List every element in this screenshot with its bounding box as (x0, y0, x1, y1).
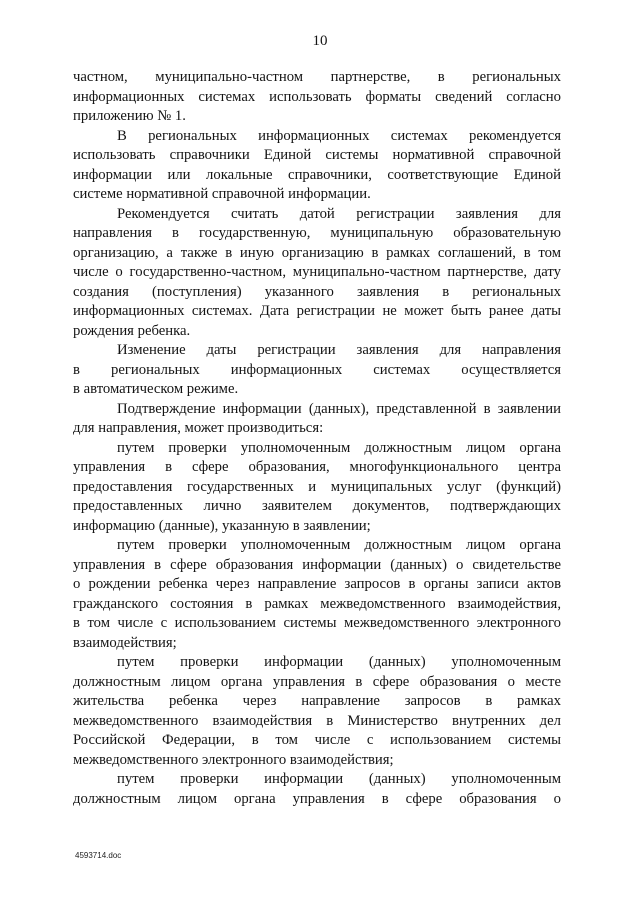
text-line: для направления, может производиться: (73, 420, 324, 436)
text-line: должностным лицом органа управления в сфере образования о месте (73, 673, 561, 690)
text-line: путем проверки информации (данных) уполномоченным (117, 771, 561, 787)
text-line: управления в сфере образования информации (данных) о свидетельстве (73, 556, 561, 573)
text-line: В региональных информационных системах рекомендуется (117, 127, 561, 144)
text-line: информационных системах использовать форматы сведений согласно (73, 88, 561, 105)
text-line: путем проверки уполномоченным должностным лицом органа (117, 537, 561, 553)
paragraph (73, 653, 561, 770)
text-line: гражданского состояния в рамках межведомственного взаимодействия, (73, 595, 561, 612)
paragraph (73, 400, 561, 439)
text-line: межведомственного электронного взаимодействия; (73, 751, 394, 768)
text-line: путем проверки информации (данных) уполномоченным (117, 654, 561, 670)
text-line: в том числе с использованием системы межведомственного электронного (73, 615, 561, 631)
text-line: управления в сфере образования, многофункционального центра (73, 459, 561, 475)
paragraph (73, 439, 561, 537)
page-number: 10 (312, 33, 328, 49)
text-line: направления в государственную, муниципальную образовательную (73, 225, 561, 241)
text-line: Подтверждение информации (данных), представленной в заявлении (117, 400, 561, 417)
text-line: создания (поступления) указанного заявления в региональных (73, 283, 561, 300)
footer-filename: 4593714.doc (75, 851, 122, 860)
text-line: приложению № 1. (73, 108, 186, 124)
text-line: межведомственного взаимодействия в Министерство внутренних дел (73, 712, 561, 729)
text-line: Российской Федерации, в том числе с использованием системы (73, 732, 561, 748)
text-line: использовать справочники Единой системы нормативной справочной (73, 147, 561, 163)
text-line: путем проверки уполномоченным должностным лицом органа (117, 439, 561, 456)
paragraph (73, 341, 561, 400)
text-line: предоставленных лично заявителем документов, подтверждающих (73, 498, 561, 514)
text-line: частном, муниципально-частном партнерстве, в региональных (73, 69, 561, 85)
body-text (73, 68, 561, 809)
text-line: системе нормативной справочной информации. (73, 186, 371, 202)
paragraph (73, 68, 561, 127)
paragraph (73, 770, 561, 809)
text-line: организацию, а также в иную организацию в рамках соглашений, в том (73, 244, 561, 261)
text-line: Рекомендуется считать датой регистрации заявления для (117, 205, 561, 222)
text-line: о рождении ребенка через направление запросов в органы записи актов (73, 576, 561, 592)
paragraph (73, 205, 561, 342)
text-line: рождения ребенка. (73, 322, 191, 339)
text-line: Изменение даты регистрации заявления для направления (117, 342, 561, 358)
text-line: предоставления государственных и муниципальных услуг (функций) (73, 478, 561, 495)
text-line: в автоматическом режиме. (73, 381, 239, 397)
text-line: информации или локальные справочники, соответствующие Единой (73, 166, 561, 183)
text-line: в региональных информационных системах осуществляется (73, 361, 561, 378)
text-line: должностным лицом органа управления в сфере образования о (73, 790, 561, 807)
text-line: информацию (данные), указанную в заявлении; (73, 517, 371, 534)
text-line: взаимодействия; (73, 634, 177, 651)
text-line: числе о государственно-частном, муниципально-частном партнерстве, дату (73, 264, 561, 280)
paragraph (73, 536, 561, 653)
text-line: информационных системах. Дата регистрации не может быть ранее даты (73, 303, 561, 319)
text-line: жительства ребенка через направление запросов в рамках (73, 693, 561, 709)
paragraph (73, 127, 561, 205)
